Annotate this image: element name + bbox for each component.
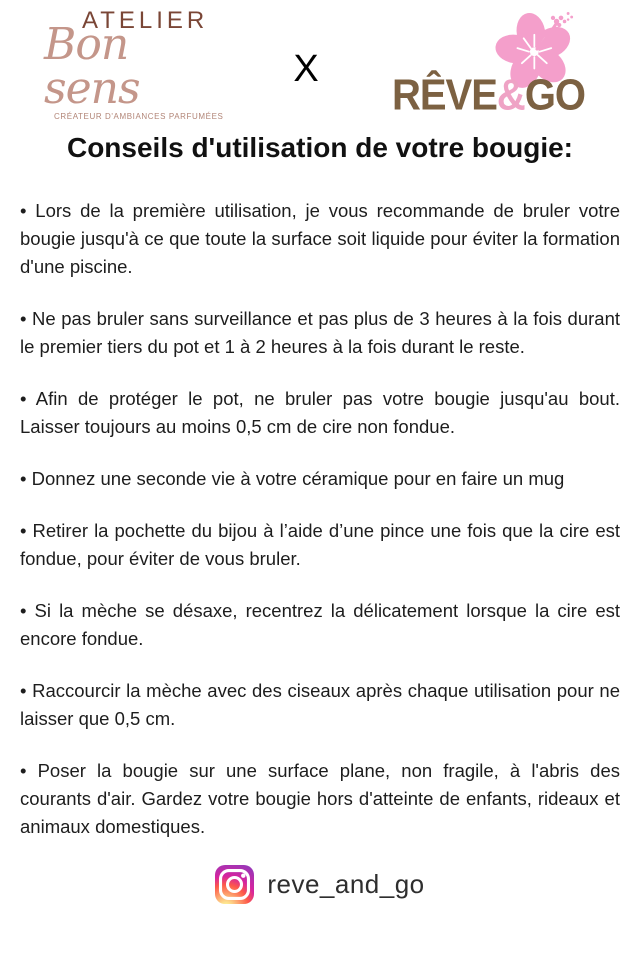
tip-supervision: • Ne pas bruler sans surveillance et pas plus de 3 heures à la fois durant le premier tiers du pot et 1 à 2 heures à la fois durant le reste. <box>20 308 620 357</box>
tip-first-burn: • Lors de la première utilisation, je vous recommande de bruler votre bougie jusqu'à ce que toute la surface soit liquide pour éviter la formation d'une piscine. <box>20 200 620 277</box>
go-text: GO <box>524 71 586 120</box>
bon-sens-script: Bon sens <box>44 19 140 114</box>
page-title: Conseils d'utilisation de votre bougie: <box>66 132 574 163</box>
atelier-bon-sens-logo <box>44 7 224 121</box>
reve-and-go-logo <box>392 9 604 121</box>
instagram-handle: reve_and_go <box>267 869 425 899</box>
instagram-icon <box>215 865 254 904</box>
tip-wick-centering: • Si la mèche se désaxe, recentrez la délicatement lorsque la cire est encore fondue. <box>20 600 620 649</box>
tip-protect-pot: • Afin de protéger le pot, ne bruler pas votre bougie jusqu'au bout. Laisser toujours au moins 0,5 cm de cire non fondue. <box>20 388 620 437</box>
brand-header <box>0 0 640 121</box>
tip-wick-trim: • Raccourcir la mèche avec des ciseaux après chaque utilisation pour ne laisser que 0,5 cm. <box>20 680 620 729</box>
atelier-tagline: CRÉATEUR D'AMBIANCES PARFUMÉES <box>54 112 224 121</box>
tip-second-life-mug: • Donnez une seconde vie à votre céramique pour en faire un mug <box>20 468 565 489</box>
ampersand-text: & <box>496 71 525 120</box>
reve-text: RÊVE <box>391 71 497 120</box>
atelier-wordmark: ATELIER <box>82 7 209 34</box>
collab-x-separator: X <box>293 47 319 90</box>
reve-and-go-wordmark <box>391 71 586 120</box>
tip-jewel-pouch: • Retirer la pochette du bijou à l’aide d’une pince une fois que la cire est fondue, pour éviter de vous bruler. <box>20 520 620 569</box>
tips-list <box>0 197 640 841</box>
tip-placement-safety: • Poser la bougie sur une surface plane, non fragile, à l'abris des courants d'air. Gardez votre bougie hors d'atteinte de enfants, rideaux et animaux domestiques. <box>20 760 620 837</box>
instagram-footer <box>0 865 640 904</box>
